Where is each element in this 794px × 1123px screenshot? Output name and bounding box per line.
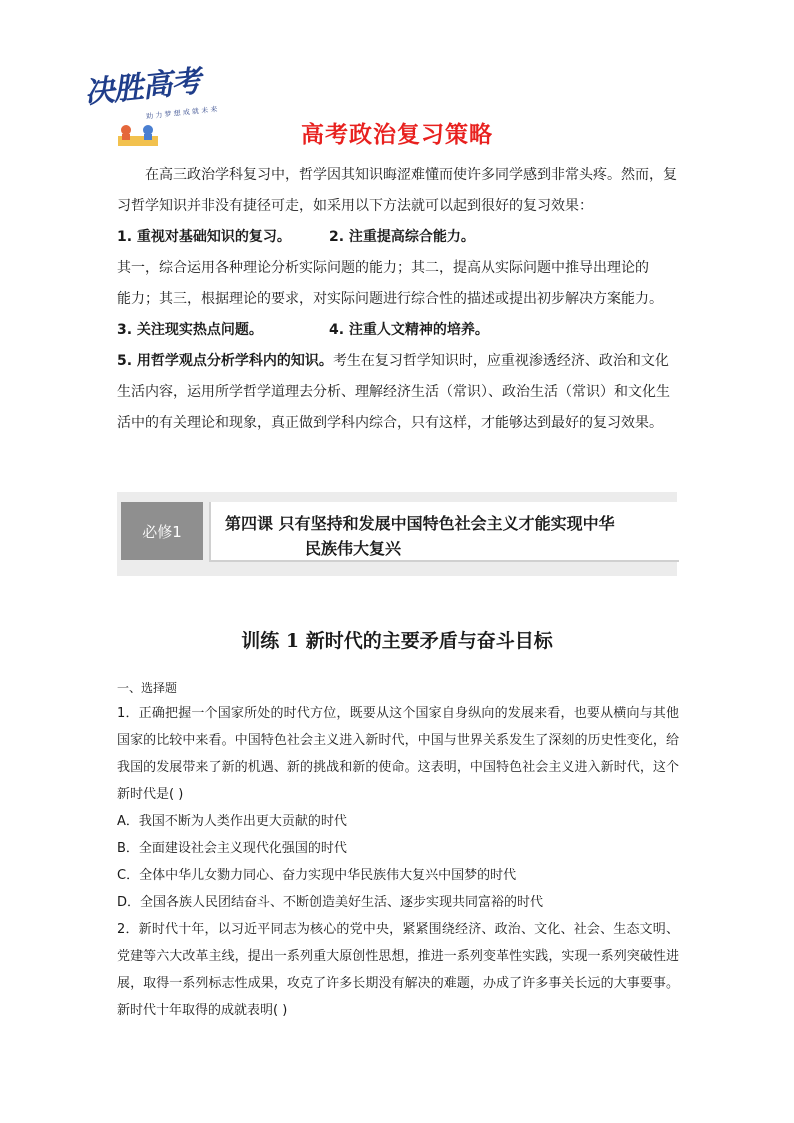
questions-section bbox=[117, 676, 679, 1024]
banner-tag: 必修1 bbox=[121, 502, 203, 560]
lesson-banner bbox=[117, 492, 677, 576]
tips-row-1 bbox=[117, 222, 679, 253]
page-title: 高考政治复习策略 bbox=[301, 122, 493, 148]
question-2-stem: 2．新时代十年，以习近平同志为核心的党中央，紧紧围绕经济、政治、文化、社会、生态文明、党建等六大改革主线，提出一系列重大原创性思想，推进一系列变革性实践，实现一系列突破性进展，取得一系列标志性成果，攻克了许多长期没有解决的难题，办成了许多事关长远的大事要事。新时代十年取得的成就表明( ) bbox=[117, 922, 679, 1018]
logo-slogan: 助 力 梦 想 成 就 未 来 bbox=[145, 105, 218, 121]
tip-5-text: 考生在复习哲学知识时，应重视渗透经济、政治和文化生活内容，运用所学哲学道理去分析、理解经济生活（常识）、政治生活（常识）和文化生活中的有关理论和现象，真正做到学科内综合，只有这样，才能够达到最好的复习效果。 bbox=[117, 353, 670, 431]
intro-paragraph: 在高三政治学科复习中，哲学因其知识晦涩难懂而使许多同学感到非常头疼。然而，复习哲学知识并非没有捷径可走，如采用以下方法就可以起到很好的复习效果： bbox=[117, 167, 677, 214]
tip-5-heading: 5. 用哲学观点分析学科内的知识。 bbox=[117, 353, 333, 369]
tip-2: 2. 注重提高综合能力。 bbox=[329, 229, 475, 245]
section-title: 训练 1 新时代的主要矛盾与奋斗目标 bbox=[241, 630, 553, 652]
lesson-title-line-2: 民族伟大复兴 bbox=[305, 539, 402, 558]
question-type-header: 一、选择题 bbox=[117, 681, 178, 695]
banner-heading-box bbox=[209, 502, 679, 562]
tip-5-paragraph bbox=[117, 346, 679, 439]
question-1-option-b: B．全面建设社会主义现代化强国的时代 bbox=[117, 841, 347, 856]
tips-row-2 bbox=[117, 315, 679, 346]
tip-1: 1. 重视对基础知识的复习。 bbox=[117, 229, 291, 245]
tip-3: 3. 关注现实热点问题。 bbox=[117, 322, 263, 338]
question-1-option-a: A．我国不断为人类作出更大贡献的时代 bbox=[117, 814, 347, 829]
tip-4: 4. 注重人文精神的培养。 bbox=[329, 322, 489, 338]
lesson-title-line-1: 第四课 只有坚持和发展中国特色社会主义才能实现中华 bbox=[225, 514, 615, 533]
question-1-stem: 1．正确把握一个国家所处的时代方位，既要从这个国家自身纵向的发展来看，也要从横向与其他国家的比较中来看。中国特色社会主义进入新时代，中国与世界关系发生了深刻的历史性变化，给我国的发展带来了新的机遇、新的挑战和新的使命。这表明，中国特色社会主义进入新时代，这个新时代是( ) bbox=[117, 706, 679, 802]
intro-section bbox=[117, 160, 679, 439]
logo-text: 决胜高考 bbox=[82, 64, 202, 111]
question-1-option-d: D．全国各族人民团结奋斗、不断创造美好生活、逐步实现共同富裕的时代 bbox=[117, 895, 544, 910]
ability-line-2: 能力；其三，根据理论的要求，对实际问题进行综合性的描述或提出初步解决方案能力。 bbox=[117, 291, 663, 307]
ability-line-1: 其一，综合运用各种理论分析实际问题的能力；其二，提高从实际问题中推导出理论的 bbox=[117, 260, 649, 276]
question-1-option-c: C．全体中华儿女勠力同心、奋力实现中华民族伟大复兴中国梦的时代 bbox=[117, 868, 517, 883]
